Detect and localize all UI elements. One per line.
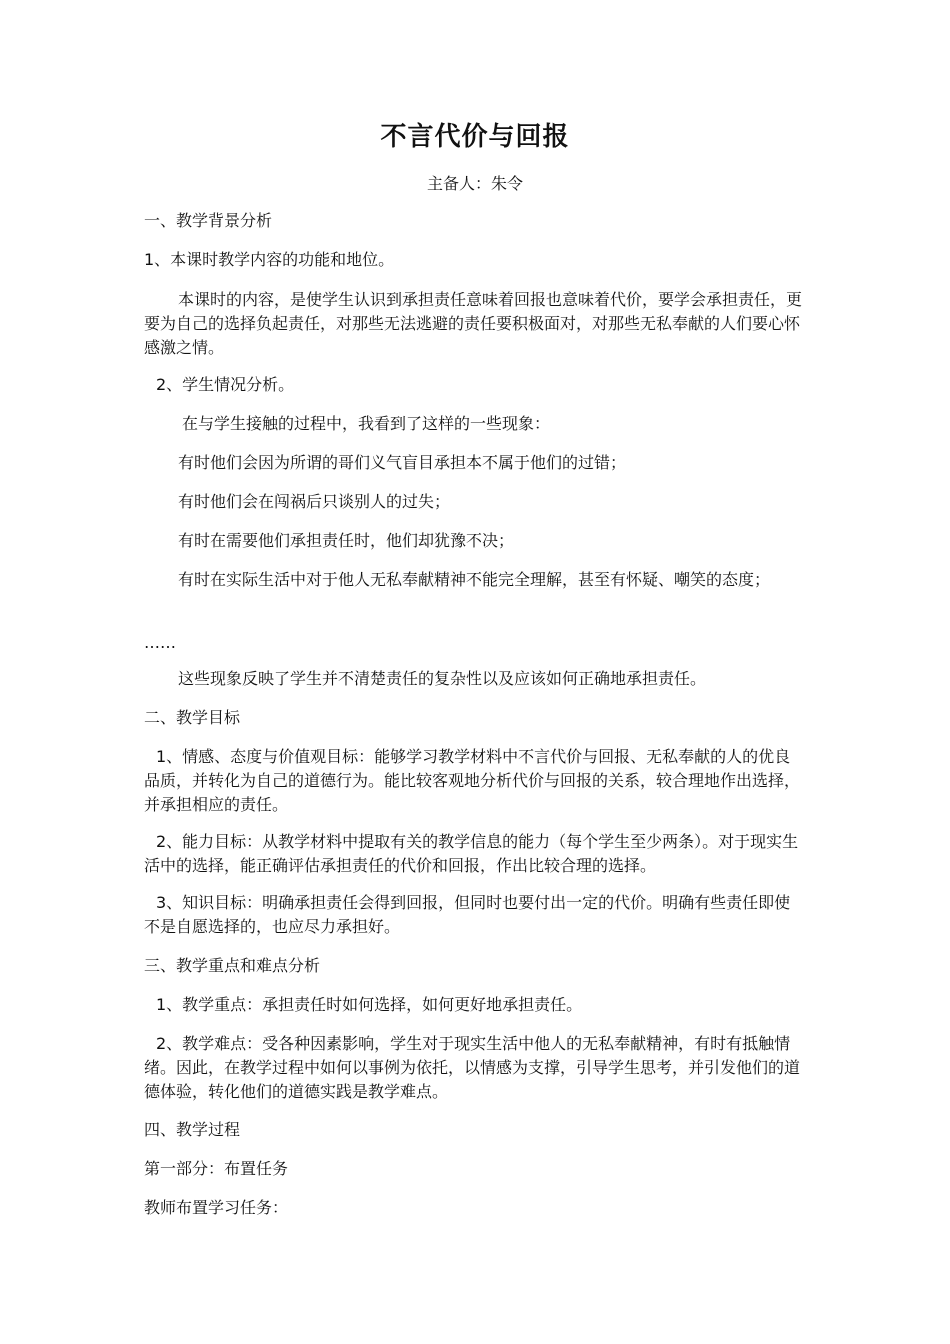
list-item-observation-3: 有时在需要他们承担责任时，他们却犹豫不决； <box>178 531 515 550</box>
subheading-part-one: 第一部分：布置任务 <box>144 1159 289 1178</box>
list-item-observation-2: 有时他们会在闯祸后只谈别人的过失； <box>178 492 451 511</box>
section-heading-goals: 二、教学目标 <box>144 708 241 727</box>
subheading-content-role: 1、本课时教学内容的功能和地位。 <box>144 250 395 269</box>
list-item-observation-4: 有时在实际生活中对于他人无私奉献精神不能完全理解，甚至有怀疑、嘲笑的态度； <box>178 570 771 589</box>
paragraph-key-point: 1、教学重点：承担责任时如何选择，如何更好地承担责任。 <box>156 995 583 1014</box>
paragraph-goal-emotion: 1、情感、态度与价值观目标：能够学习教学材料中不言代价与回报、无私奉献的人的优良品质，并转化为自己的道德行为。能比较客观地分析代价与回报的关系，较合理地作出选择，并承担相应的责任。 <box>144 747 801 814</box>
section-heading-key-points: 三、教学重点和难点分析 <box>144 956 321 975</box>
section-heading-background: 一、教学背景分析 <box>144 211 273 230</box>
paragraph-goal-knowledge: 3、知识目标：明确承担责任会得到回报，但同时也要付出一定的代价。明确有些责任即使不是自愿选择的，也应尽力承担好。 <box>144 893 791 936</box>
paragraph-teacher-task: 教师布置学习任务： <box>144 1198 289 1217</box>
paragraph-content-role: 本课时的内容，是使学生认识到承担责任意味着回报也意味着代价，要学会承担责任，更要为自己的选择负起责任，对那些无法逃避的责任要积极面对，对那些无私奉献的人们要心怀感激之情。 <box>144 290 803 357</box>
paragraph-difficult-point: 2、教学难点：受各种因素影响，学生对于现实生活中他人的无私奉献精神，有时有抵触情绪。因此，在教学过程中如何以事例为依托，以情感为支撑，引导学生思考，并引发他们的道德体验，转化他们的道德实践是教学难点。 <box>144 1034 801 1101</box>
paragraph-goal-ability: 2、能力目标：从教学材料中提取有关的教学信息的能力（每个学生至少两条）。对于现实生活中的选择，能正确评估承担责任的代价和回报，作出比较合理的选择。 <box>144 832 799 875</box>
paragraph-observations-summary: 这些现象反映了学生并不清楚责任的复杂性以及应该如何正确地承担责任。 <box>178 669 707 688</box>
section-heading-process: 四、教学过程 <box>144 1120 241 1139</box>
ellipsis-line: …… <box>144 633 176 652</box>
document-title: 不言代价与回报 <box>380 122 570 152</box>
list-item-observation-1: 有时他们会因为所谓的哥们义气盲目承担本不属于他们的过错； <box>178 453 627 472</box>
paragraph-observations-intro: 在与学生接触的过程中，我看到了这样的一些现象： <box>182 414 551 433</box>
subheading-student-analysis: 2、学生情况分析。 <box>156 375 295 394</box>
document-author: 主备人：朱令 <box>426 174 523 193</box>
